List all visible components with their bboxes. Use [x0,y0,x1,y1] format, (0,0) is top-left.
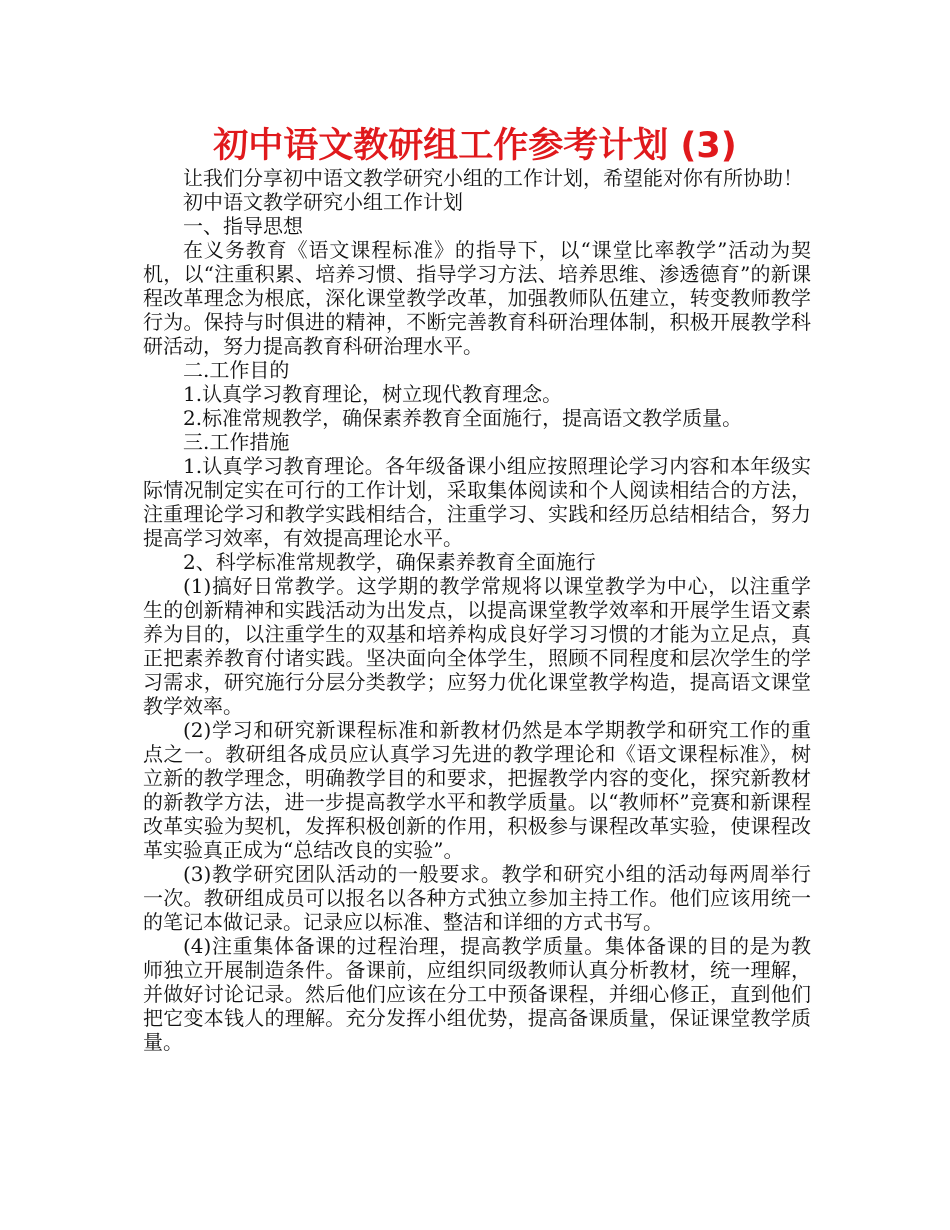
document-body [143,166,811,1054]
goal-item-1: 1.认真学习教育理论，树立现代教育理念。 [183,382,563,406]
document-title: 初中语文教研组工作参考计划 (3) [213,126,737,166]
measure-item-1: 1.认真学习教育理论。各年级备课小组应按照理论学习内容和本年级实际情况制定实在可行的工作计划，采取集体阅读和个人阅读相结合的方法，注重理论学习和教学实践相结合，注重学习、实践和经历总结相结合，努力提高学习效率，有效提高理论水平。 [143,454,811,550]
measure-subitem-1: (1)搞好日常教学。这学期的教学常规将以课堂教学为中心，以注重学生的创新精神和实践活动为出发点，以提高课堂教学效率和开展学生语文素养为目的，以注重学生的双基和培养构成良好学习习惯的才能为立足点，真正把素养教育付诸实践。坚决面向全体学生，照顾不同程度和层次学生的学习需求，研究施行分层分类教学；应努力优化课堂教学构造，提高语文课堂教学效率。 [143,574,811,718]
section-heading-work-goals: 二.工作目的 [183,358,290,382]
goal-item-2: 2.标准常规教学，确保素养教育全面施行，提高语文教学质量。 [183,406,743,430]
plan-heading: 初中语文教学研究小组工作计划 [183,190,463,214]
measure-subitem-3: (3)教学研究团队活动的一般要求。教学和研究小组的活动每两周举行一次。教研组成员可以报名以各种方式独立参加主持工作。他们应该用统一的笔记本做记录。记录应以标准、整洁和详细的方式书写。 [143,862,811,934]
guiding-ideas-paragraph: 在义务教育《语文课程标准》的指导下，以“课堂比率教学”活动为契机，以“注重积累、培养习惯、指导学习方法、培养思维、渗透德育”的新课程改革理念为根底，深化课堂教学改革，加强教师队伍建立，转变教师教学行为。保持与时俱进的精神，不断完善教育科研治理体制，积极开展教学科研活动，努力提高教育科研治理水平。 [143,238,811,358]
measure-subitem-4: (4)注重集体备课的过程治理，提高教学质量。集体备课的目的是为教师独立开展制造条件。备课前，应组织同级教师认真分析教材，统一理解，并做好讨论记录。然后他们应该在分工中预备课程，并细心修正，直到他们把它变本钱人的理解。充分发挥小组优势，提高备课质量，保证课堂教学质量。 [143,934,811,1054]
section-heading-work-measures: 三.工作措施 [183,430,290,454]
intro-paragraph: 让我们分享初中语文教学研究小组的工作计划，希望能对你有所协助！ [183,166,803,190]
section-heading-guiding-ideas: 一、指导思想 [183,214,303,238]
measure-subitem-2: (2)学习和研究新课程标准和新教材仍然是本学期教学和研究工作的重点之一。教研组各成员应认真学习先进的教学理论和《语文课程标准》，树立新的教学理念，明确教学目的和要求，把握教学内容的变化，探究新教材的新教学方法，进一步提高教学水平和教学质量。以“教师杯”竞赛和新课程改革实验为契机，发挥积极创新的作用，积极参与课程改革实验，使课程改革实验真正成为“总结改良的实验”。 [143,718,811,862]
measure-item-2-heading: 2、科学标准常规教学，确保素养教育全面施行 [183,550,596,574]
